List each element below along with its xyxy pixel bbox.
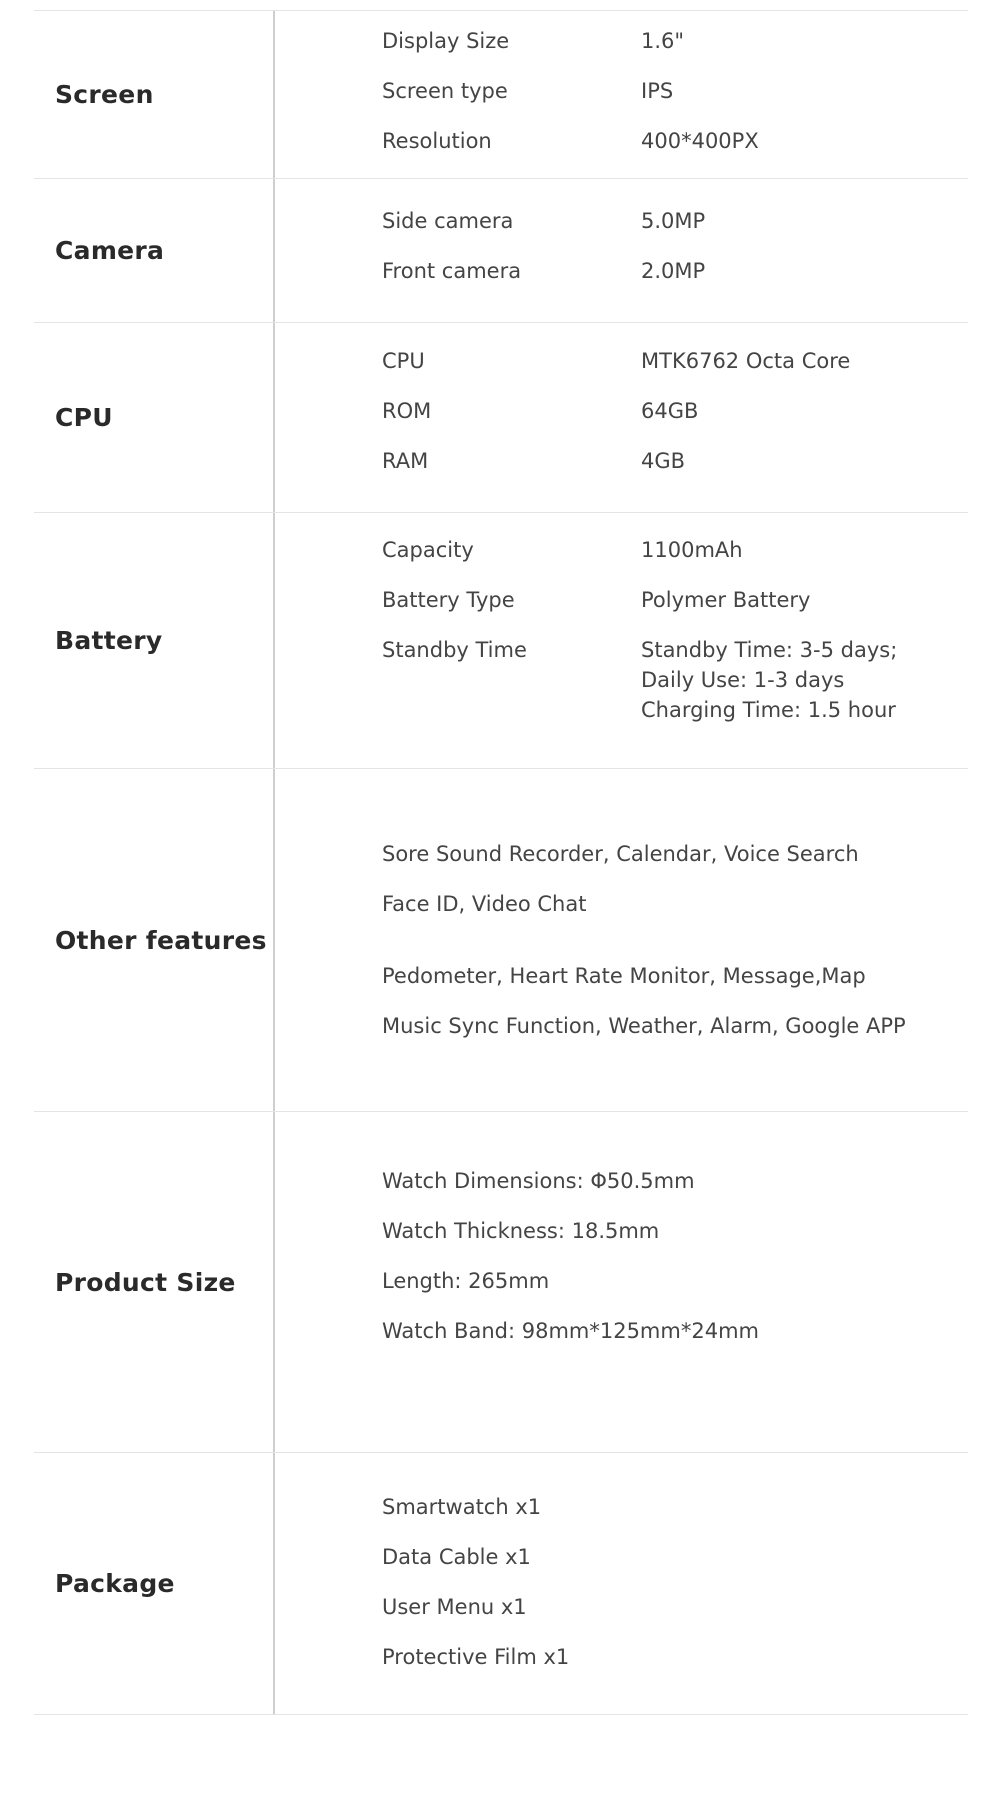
feature-line: Sore Sound Recorder, Calendar, Voice Search — [382, 842, 859, 866]
spec-label: Side camera — [382, 209, 514, 233]
spec-value-line: Daily Use: 1-3 days — [641, 668, 845, 692]
spec-label: Display Size — [382, 29, 510, 53]
spec-section-camera — [34, 178, 968, 322]
spec-label: Battery Type — [382, 588, 515, 612]
column-divider — [273, 769, 275, 1111]
section-title: Other features — [55, 925, 267, 955]
spec-value: MTK6762 Octa Core — [641, 349, 851, 373]
package-item: Data Cable x1 — [382, 1545, 531, 1569]
spec-label: Screen type — [382, 79, 508, 103]
spec-value: 1100mAh — [641, 538, 743, 562]
spec-section-product-size — [34, 1111, 968, 1452]
column-divider — [273, 1112, 275, 1452]
spec-value: 1.6" — [641, 29, 685, 53]
spec-label: Capacity — [382, 538, 474, 562]
feature-line: Music Sync Function, Weather, Alarm, Google APP — [382, 1014, 906, 1038]
spec-value-line: Standby Time: 3-5 days; — [641, 638, 898, 662]
section-title: Package — [55, 1569, 175, 1598]
spec-section-screen — [34, 10, 968, 178]
spec-section-cpu — [34, 322, 968, 512]
size-line: Watch Dimensions: Φ50.5mm — [382, 1169, 695, 1193]
spec-value: 400*400PX — [641, 129, 759, 153]
section-title: Camera — [55, 236, 165, 265]
spec-label: CPU — [382, 349, 425, 373]
feature-line: Pedometer, Heart Rate Monitor, Message,Map — [382, 964, 866, 988]
section-title: CPU — [55, 403, 113, 432]
size-line: Watch Thickness: 18.5mm — [382, 1219, 660, 1243]
column-divider — [273, 323, 275, 512]
column-divider — [273, 513, 275, 768]
column-divider — [273, 11, 275, 178]
spec-label: Front camera — [382, 259, 522, 283]
spec-label: RAM — [382, 449, 429, 473]
spec-value: 5.0MP — [641, 209, 706, 233]
spec-section-battery — [34, 512, 968, 768]
column-divider — [273, 1453, 275, 1714]
size-line: Watch Band: 98mm*125mm*24mm — [382, 1319, 759, 1343]
section-title: Battery — [55, 626, 163, 655]
spec-value: Polymer Battery — [641, 588, 811, 612]
spec-value: 2.0MP — [641, 259, 706, 283]
package-item: Protective Film x1 — [382, 1645, 570, 1669]
spec-label: Resolution — [382, 129, 492, 153]
spec-section-other-features — [34, 768, 968, 1111]
section-title: Screen — [55, 80, 154, 109]
spec-table — [34, 10, 968, 1715]
spec-value: IPS — [641, 79, 674, 103]
spec-section-package — [34, 1452, 968, 1715]
section-title: Product Size — [55, 1267, 236, 1297]
spec-value: 64GB — [641, 399, 699, 423]
package-item: User Menu x1 — [382, 1595, 527, 1619]
spec-value: 4GB — [641, 449, 686, 473]
size-line: Length: 265mm — [382, 1269, 550, 1293]
package-item: Smartwatch x1 — [382, 1495, 542, 1519]
spec-label: Standby Time — [382, 638, 527, 662]
spec-value-line: Charging Time: 1.5 hour — [641, 698, 896, 722]
column-divider — [273, 179, 275, 322]
feature-line: Face ID, Video Chat — [382, 892, 587, 916]
spec-label: ROM — [382, 399, 432, 423]
